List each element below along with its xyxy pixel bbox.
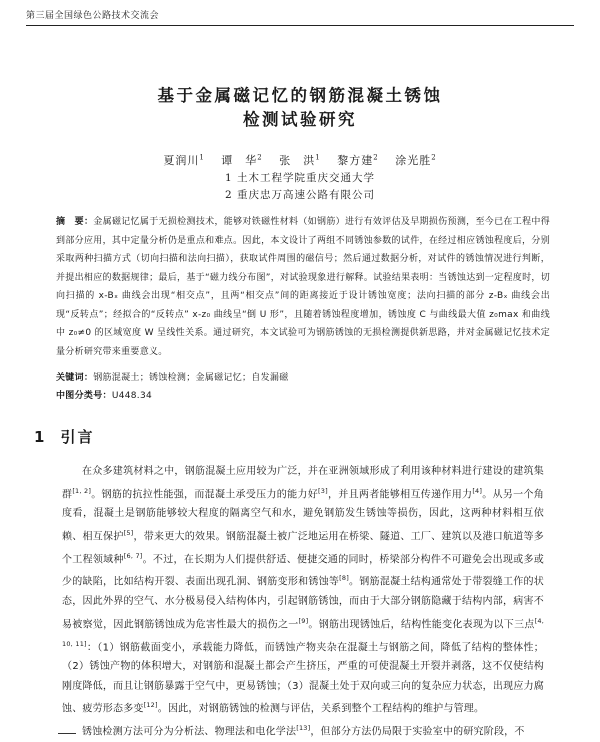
text-run: ：（1）钢筋截面变小，承载能力降低，而锈蚀产物夹杂在混凝土与钢筋之间，降低了结构的整体性；（2）锈蚀产物的体积增大，对钢筋和混凝土都会产生挤压，严重的可使混凝土开裂并剥落，这不仅使结构刚度降低，而且让钢筋暴露于空气中，更易锈蚀；（3）混凝土处于双向或三向的复杂应力状态，出现应力腐蚀、疲劳形态多变: [62, 641, 544, 715]
citation: [4]: [472, 486, 483, 495]
text-run: ，但部分方法仍局限于实验室中的研究阶段，不: [310, 726, 525, 738]
citation: [4, 10, 11]: [62, 616, 544, 648]
clc-value: U448.34: [111, 391, 152, 401]
text-run: 锈蚀检测方法可分为分析法、物理法和电化学法: [82, 726, 297, 738]
citation: [9]: [298, 616, 309, 625]
text-run: 。钢筋出现锈蚀后，结构性能变化表现为以下三点: [308, 619, 535, 631]
citation: [6, 7]: [123, 551, 143, 560]
text-run: 。因此，对钢筋锈蚀的检测与评估，关系到整个工程结构的维护与管理。: [157, 703, 485, 715]
affiliation-1: 1 土木工程学院重庆交通大学: [224, 172, 376, 184]
text-run: 。从另一个角度看，混凝土是钢筋能够较大程度的隔离空气和水，避免钢筋发生锈蚀等损伤，因此，这两种材料相互依赖、相互保护: [62, 488, 544, 543]
text-run: 。钢筋混凝土结构通常处于带裂缝工作的状态，因此外界的空气、水分极易侵入结构体内，引起钢筋锈蚀，而由于大部分钢筋隐藏于结构内部，病害不易被察觉，因此钢筋锈蚀成为危害性最大的损伤之一: [62, 576, 544, 631]
citation: [1, 2]: [72, 486, 92, 495]
keywords-text: 钢筋混凝土；锈蚀检测；金属磁记忆；自发漏磁: [93, 373, 289, 383]
text-run: 。不过，在长期为人们提供舒适、便捷交通的同时，桥梁部分构件不可避免会出现或多或少的缺陷，比如结构开裂、表面出现孔洞、钢筋变形和锈蚀等: [62, 553, 544, 588]
paper-title-line-1: 基于金属磁记忆的钢筋混凝土锈蚀: [157, 86, 443, 105]
author-name: 黎方建: [337, 154, 374, 167]
abstract-text: 金属磁记忆属于无损检测技术，能够对铁磁性材料（如钢筋）进行有效评估及早期损伤预测，至今已在工程中得到部分应用，其中定量分析仍是重点和难点。因此，本文设计了两组不同锈蚀参数的试件，在经过相应锈蚀程度后，分别采取两种扫描方式（切向扫描和法向扫描），获取试件周围的磁信号；然后通过数据分析，对试件的锈蚀情况进行判断，并提出相应的数据规律；最后，基于“磁力线分布图”，对试验现象进行解释。试验结果表明：当锈蚀达到一定程度时，切向扫描的 x-Bₓ 曲线会出现“相交点”，且两“相交点”间的距离接近于设计锈蚀宽度；法向扫描的部分 z-Bₓ 曲线会出现“反转点”；经拟合的“反转点” x-z₀ 曲线呈“倒 U 形”，且随着锈蚀程度增加，锈蚀度 C 与曲线最大值 z₀max 和曲线中 z₀≠0 的区域宽度 W 呈线性关系。通过研究，本文试验可为钢筋锈蚀的无损检测提供新思路，并对金属磁记忆技术定量分析研究带来重要意义。: [56, 217, 551, 357]
affiliation-2: 2 重庆忠万高速公路有限公司: [224, 189, 376, 201]
author-affiliation-mark: 1: [199, 153, 205, 162]
text-run: ，并且两者能够相互传递作用力: [327, 488, 473, 500]
citation: [13]: [296, 724, 311, 733]
section-title: 引言: [60, 428, 95, 446]
keywords-label: 关键词：: [56, 373, 94, 383]
citation: [5]: [123, 528, 134, 537]
author-name: 涂光胜: [395, 154, 432, 167]
paragraph: [62, 719, 544, 742]
citation: [12]: [143, 701, 158, 710]
conference-name: 第三届全国绿色公路技术交流会: [26, 11, 160, 21]
author-name: 谭 华: [221, 154, 258, 167]
abstract: [56, 213, 550, 361]
author-affiliation-mark: 2: [257, 153, 263, 162]
clc-label: 中图分类号：: [56, 391, 112, 401]
author-list: [0, 152, 600, 168]
author-affiliation-mark: 2: [373, 153, 379, 162]
running-header: [26, 8, 574, 26]
keywords: [56, 370, 550, 383]
author-affiliation-mark: 1: [315, 153, 321, 162]
text-run: 在众多建筑材料之中，钢筋混凝土应用较为广泛，并在亚洲领域形成了利用该种材料进行建设的建筑集群: [62, 466, 544, 500]
paper-title-line-2: 检测试验研究: [243, 110, 357, 129]
author-affiliation-mark: 2: [431, 153, 437, 162]
citation: [8]: [339, 574, 349, 583]
text-run: 。钢筋的抗拉性能强，而混凝土承受压力的能力好: [91, 488, 319, 500]
body-text: [62, 462, 544, 742]
citation: [3]: [318, 486, 328, 495]
abstract-label: 摘 要：: [56, 217, 94, 227]
author-name: 夏润川: [163, 154, 200, 167]
text-run: ，带来更大的效果。钢筋混凝土被广泛地运用在桥梁、隧道、工厂、建筑以及港口航道等多个工程领域种: [62, 531, 545, 565]
section-heading: [34, 426, 94, 447]
classification-number: [56, 388, 152, 401]
author-name: 张 洪: [279, 154, 316, 167]
page-bottom-rule: [58, 733, 76, 734]
section-number: 1: [34, 428, 47, 446]
paragraph: [62, 462, 544, 719]
